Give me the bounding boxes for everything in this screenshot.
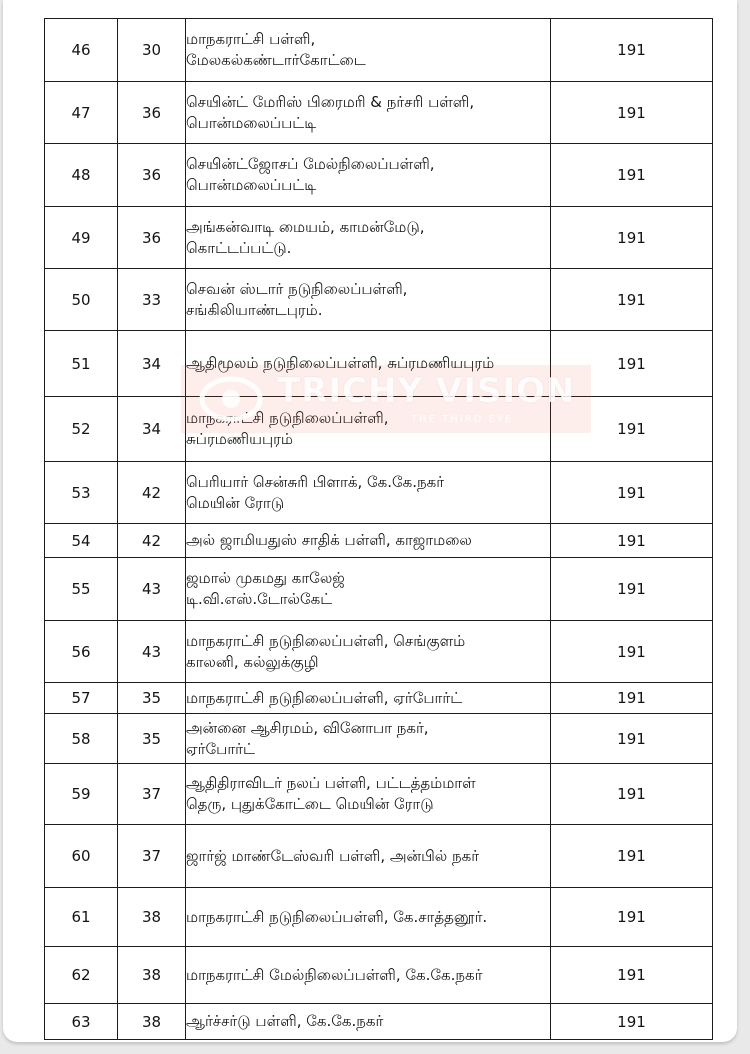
count-cell: 191 xyxy=(551,621,713,683)
table-row xyxy=(45,19,713,82)
center-name-cell xyxy=(186,462,551,524)
center-name-line: மாநகராட்சி நடுநிலைப்பள்ளி, xyxy=(186,409,389,427)
ward-number-cell: 33 xyxy=(118,269,186,331)
serial-number-cell: 46 xyxy=(45,19,118,82)
center-name-line: செயின்ட் மேரிஸ் பிரைமரி & நர்சரி பள்ளி, xyxy=(186,92,475,111)
count-cell: 191 xyxy=(551,82,713,144)
count-cell: 191 xyxy=(551,462,713,524)
serial-number-cell: 59 xyxy=(45,764,118,825)
ward-number-cell: 38 xyxy=(118,888,186,947)
center-name-line: ஏர்போர்ட் xyxy=(186,739,255,758)
center-name-line: பெரியார் சென்சுரி பிளாக், கே.கே.நகர் xyxy=(186,472,445,491)
center-name-cell xyxy=(186,1004,551,1040)
serial-number-cell: 51 xyxy=(45,331,118,397)
center-name-line: ஜார்ஜ் மாண்டேஸ்வரி பள்ளி, அன்பில் நகர் xyxy=(186,846,480,865)
count-cell: 191 xyxy=(551,19,713,82)
center-name-line: தெரு, புதுக்கோட்டை மெயின் ரோடு xyxy=(186,795,434,813)
table-row xyxy=(45,269,713,331)
center-name-cell xyxy=(186,714,551,764)
center-name-line: கொட்டப்பட்டு. xyxy=(186,238,292,257)
table-row xyxy=(45,558,713,621)
center-name-cell xyxy=(186,331,551,397)
ward-number-cell: 43 xyxy=(118,558,186,621)
count-cell: 191 xyxy=(551,207,713,269)
center-name-line: மாநகராட்சி நடுநிலைப்பள்ளி, கே.சாத்தனூர். xyxy=(186,907,488,926)
ward-number-cell: 37 xyxy=(118,764,186,825)
center-name-line: சுப்ரமணியபுரம் xyxy=(186,430,293,448)
count-cell: 191 xyxy=(551,764,713,825)
table-row xyxy=(45,462,713,524)
center-name-cell xyxy=(186,269,551,331)
center-name-cell xyxy=(186,888,551,947)
center-name-cell xyxy=(186,558,551,621)
ward-number-cell: 37 xyxy=(118,825,186,888)
count-cell: 191 xyxy=(551,331,713,397)
center-name-cell xyxy=(186,397,551,462)
count-cell: 191 xyxy=(551,714,713,764)
ward-number-cell: 38 xyxy=(118,1004,186,1040)
serial-number-cell: 52 xyxy=(45,397,118,462)
count-cell: 191 xyxy=(551,524,713,558)
table-row xyxy=(45,207,713,269)
ward-number-cell: 38 xyxy=(118,947,186,1004)
center-name-cell xyxy=(186,947,551,1004)
center-name-line: அல் ஜாமியதுஸ் சாதிக் பள்ளி, காஜாமலை xyxy=(186,531,472,549)
serial-number-cell: 58 xyxy=(45,714,118,764)
center-name-line: மாநகராட்சி நடுநிலைப்பள்ளி, ஏர்போர்ட் xyxy=(186,688,463,707)
center-name-cell xyxy=(186,524,551,558)
count-cell: 191 xyxy=(551,558,713,621)
count-cell: 191 xyxy=(551,269,713,331)
serial-number-cell: 57 xyxy=(45,683,118,714)
center-name-line: பொன்மலைப்பட்டி xyxy=(186,176,317,194)
center-name-line: செவன் ஸ்டார் நடுநிலைப்பள்ளி, xyxy=(186,279,408,298)
table-row xyxy=(45,621,713,683)
center-name-cell xyxy=(186,82,551,144)
polling-station-table xyxy=(44,18,713,1040)
count-cell: 191 xyxy=(551,888,713,947)
serial-number-cell: 63 xyxy=(45,1004,118,1040)
ward-number-cell: 34 xyxy=(118,331,186,397)
table-row xyxy=(45,524,713,558)
center-name-cell xyxy=(186,19,551,82)
center-name-cell xyxy=(186,144,551,207)
ward-number-cell: 36 xyxy=(118,207,186,269)
serial-number-cell: 56 xyxy=(45,621,118,683)
count-cell: 191 xyxy=(551,825,713,888)
table-row xyxy=(45,683,713,714)
serial-number-cell: 50 xyxy=(45,269,118,331)
center-name-line: அங்கன்வாடி மையம், காமன்மேடு, xyxy=(186,217,425,236)
center-name-line: மாநகராட்சி பள்ளி, xyxy=(186,30,316,48)
table-row xyxy=(45,764,713,825)
center-name-cell xyxy=(186,621,551,683)
serial-number-cell: 55 xyxy=(45,558,118,621)
count-cell: 191 xyxy=(551,947,713,1004)
serial-number-cell: 54 xyxy=(45,524,118,558)
ward-number-cell: 30 xyxy=(118,19,186,82)
center-name-line: மாநகராட்சி மேல்நிலைப்பள்ளி, கே.கே.நகர் xyxy=(186,965,483,984)
ward-number-cell: 35 xyxy=(118,683,186,714)
ward-number-cell: 42 xyxy=(118,462,186,524)
center-name-cell xyxy=(186,683,551,714)
serial-number-cell: 48 xyxy=(45,144,118,207)
center-name-line: ஜமால் முகமது காலேஜ் xyxy=(186,569,345,587)
serial-number-cell: 62 xyxy=(45,947,118,1004)
table-row xyxy=(45,1004,713,1040)
ward-number-cell: 36 xyxy=(118,82,186,144)
center-name-line: ஆர்ச்சர்டு பள்ளி, கே.கே.நகர் xyxy=(186,1012,384,1030)
center-name-line: மாநகராட்சி நடுநிலைப்பள்ளி, செங்குளம் xyxy=(186,631,466,650)
table-row xyxy=(45,825,713,888)
table-row xyxy=(45,144,713,207)
center-name-line: காலனி, கல்லுக்குழி xyxy=(186,652,319,671)
watermark-tagline: THE THIRD EYE xyxy=(411,414,514,425)
serial-number-cell: 47 xyxy=(45,82,118,144)
serial-number-cell: 53 xyxy=(45,462,118,524)
ward-number-cell: 42 xyxy=(118,524,186,558)
ward-number-cell: 35 xyxy=(118,714,186,764)
table-row xyxy=(45,397,713,462)
table-body xyxy=(45,19,713,1040)
center-name-line: அன்னை ஆசிரமம், வினோபா நகர், xyxy=(186,718,429,737)
center-name-line: ஆதிதிராவிடர் நலப் பள்ளி, பட்டத்தம்மாள் xyxy=(186,774,476,792)
ward-number-cell: 34 xyxy=(118,397,186,462)
center-name-line: மெயின் ரோடு xyxy=(186,493,285,512)
center-name-line: சங்கிலியாண்டபுரம். xyxy=(186,300,323,319)
count-cell: 191 xyxy=(551,683,713,714)
table-row xyxy=(45,82,713,144)
count-cell: 191 xyxy=(551,1004,713,1040)
center-name-line: மேலகல்கண்டார்கோட்டை xyxy=(186,51,366,69)
center-name-cell xyxy=(186,764,551,825)
center-name-line: டி.வி.எஸ்.டோல்கேட் xyxy=(186,590,333,608)
table-row xyxy=(45,331,713,397)
serial-number-cell: 60 xyxy=(45,825,118,888)
table-row xyxy=(45,947,713,1004)
count-cell: 191 xyxy=(551,144,713,207)
document-page xyxy=(3,0,737,1042)
count-cell: 191 xyxy=(551,397,713,462)
table-row xyxy=(45,714,713,764)
center-name-cell xyxy=(186,825,551,888)
watermark-brand: TRICHY VISION xyxy=(277,371,576,411)
center-name-line: செயின்ட்ஜோசப் மேல்நிலைப்பள்ளி, xyxy=(186,155,435,173)
serial-number-cell: 49 xyxy=(45,207,118,269)
center-name-cell xyxy=(186,207,551,269)
serial-number-cell: 61 xyxy=(45,888,118,947)
table-row xyxy=(45,888,713,947)
center-name-line: பொன்மலைப்பட்டி xyxy=(186,113,317,132)
ward-number-cell: 43 xyxy=(118,621,186,683)
ward-number-cell: 36 xyxy=(118,144,186,207)
center-name-line: ஆதிமூலம் நடுநிலைப்பள்ளி, சுப்ரமணியபுரம் xyxy=(186,354,495,372)
